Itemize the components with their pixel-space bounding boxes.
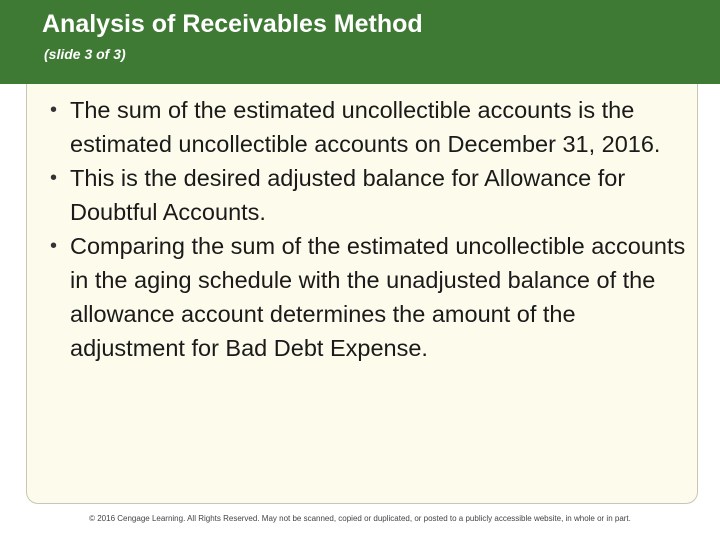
bullet-icon: •: [50, 167, 58, 189]
bullet-item: [50, 93, 690, 161]
title-bar: [0, 0, 720, 84]
bullet-text: This is the desired adjusted balance for Allowance for Doubtful Accounts.: [70, 165, 626, 225]
bullet-list: [50, 93, 690, 365]
slide-subtitle: (slide 3 of 3): [44, 46, 126, 62]
copyright-footer: © 2016 Cengage Learning. All Rights Reserved. May not be scanned, copied or duplicated, or posted to a publicly accessible website, in whole or in part.: [89, 514, 631, 523]
slide-title: Analysis of Receivables Method: [42, 10, 423, 38]
bullet-icon: •: [50, 235, 58, 257]
bullet-icon: •: [50, 99, 58, 121]
bullet-item: [50, 229, 690, 365]
bullet-text: The sum of the estimated uncollectible accounts is the estimated uncollectible accounts on December 31, 2016.: [70, 97, 661, 157]
bullet-item: [50, 161, 690, 229]
bullet-text: Comparing the sum of the estimated uncollectible accounts in the aging schedule with the unadjusted balance of the allowance account determines the amount of the adjustment for Bad Debt Expense.: [70, 233, 686, 361]
